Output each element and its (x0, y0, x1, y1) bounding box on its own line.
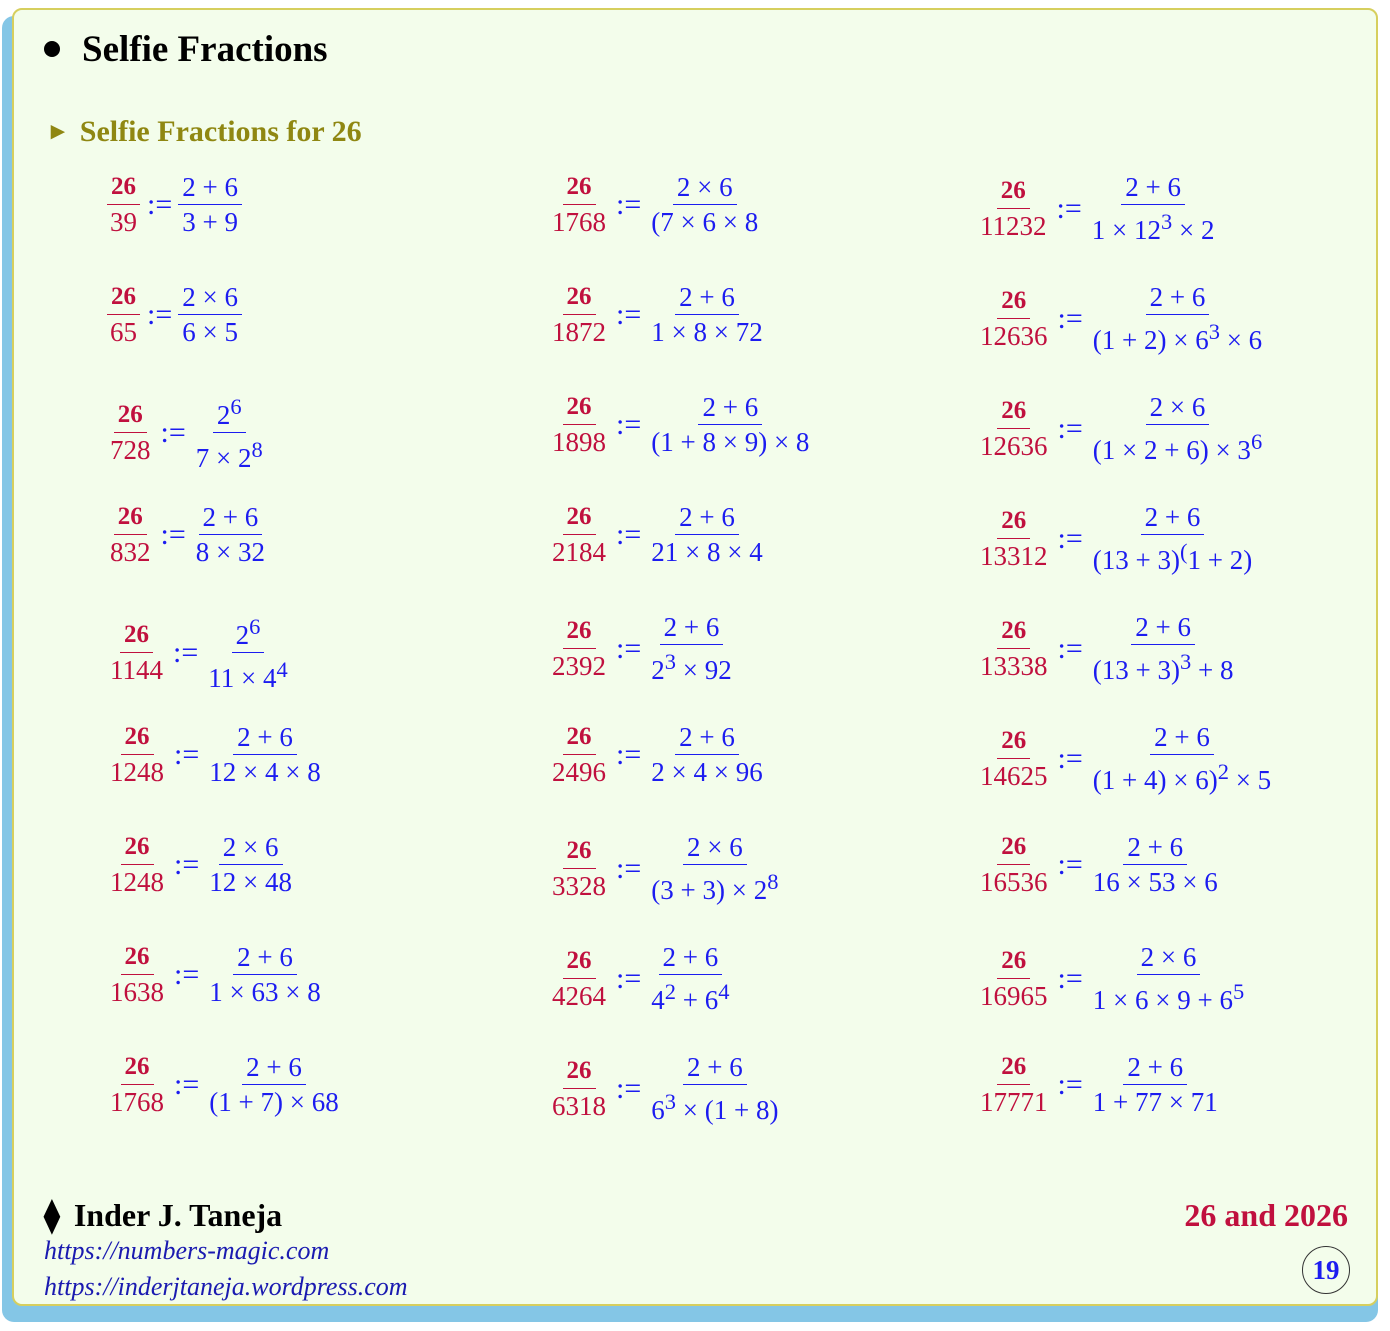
expression-denominator: $(1 + 2) \times 6^3 \times 6$ (1092, 319, 1263, 355)
expression-denominator: 6 × 5 (182, 317, 238, 347)
selfie-fraction (548, 720, 610, 789)
assign-symbol: := (616, 851, 642, 885)
selfie-denominator: 17771 (980, 1087, 1048, 1117)
assign-symbol: := (1057, 521, 1083, 555)
selfie-denominator: 39 (110, 207, 137, 237)
assign-symbol: := (1057, 301, 1083, 335)
fraction-equation (548, 1050, 782, 1127)
expression-numerator: 2 + 6 (1121, 170, 1185, 205)
author (44, 1196, 282, 1234)
selfie-denominator: 6318 (552, 1091, 606, 1121)
expression-denominator: (1 + 7) × 68 (209, 1087, 339, 1117)
expression-denominator: $(13 + 3)^3 + 8$ (1092, 649, 1234, 685)
fraction-equation (976, 720, 1275, 797)
selfie-denominator: 12636 (980, 431, 1048, 461)
expression-fraction (1089, 940, 1248, 1017)
expression-fraction (204, 610, 291, 695)
selfie-numerator: 26 (120, 618, 153, 653)
fraction-equation (548, 390, 813, 459)
selfie-numerator: 26 (997, 830, 1030, 865)
assign-symbol: := (147, 187, 173, 221)
expression-fraction (205, 940, 324, 1009)
selfie-fraction (976, 284, 1052, 353)
selfie-denominator: 14625 (980, 761, 1048, 791)
page-card (12, 8, 1378, 1306)
assign-symbol: := (174, 737, 200, 771)
selfie-denominator: 3328 (552, 871, 606, 901)
triangle-marker-icon: ► (46, 119, 70, 145)
expression-fraction (647, 500, 766, 569)
fraction-equation (106, 610, 292, 695)
selfie-fraction (106, 1050, 168, 1119)
fraction-equation (976, 830, 1222, 899)
expression-fraction (1089, 720, 1275, 797)
selfie-numerator: 26 (114, 398, 147, 433)
expression-fraction (1089, 390, 1266, 467)
selfie-denominator: 13312 (980, 541, 1048, 571)
expression-denominator: (1 + 8 × 9) × 8 (651, 427, 810, 457)
selfie-fraction (548, 834, 610, 903)
expression-denominator: 16 × 53 × 6 (1092, 867, 1218, 897)
selfie-numerator: 26 (563, 944, 596, 979)
assign-symbol: := (616, 517, 642, 551)
expression-numerator: 2 + 6 (683, 1050, 747, 1085)
selfie-numerator: 26 (997, 174, 1030, 209)
expression-numerator: 2 + 6 (659, 940, 723, 975)
expression-denominator: $2^3 \times 92$ (651, 649, 732, 685)
expression-denominator: $11 \times 4^4$ (208, 657, 288, 693)
expression-numerator: $2^6$ (213, 390, 246, 433)
assign-symbol: := (173, 635, 199, 669)
selfie-fraction (106, 500, 155, 569)
selfie-denominator: 1248 (110, 757, 164, 787)
diamond-icon: ⧫ (44, 1197, 60, 1233)
selfie-fraction (976, 174, 1051, 243)
fraction-equation (548, 830, 782, 907)
fraction-equation (106, 1050, 343, 1119)
assign-symbol: := (1057, 1067, 1083, 1101)
expression-denominator: 1 × 63 × 8 (209, 977, 321, 1007)
selfie-fraction (548, 170, 610, 239)
selfie-fraction (106, 720, 168, 789)
expression-fraction (647, 940, 733, 1017)
assign-symbol: := (1057, 411, 1083, 445)
assign-symbol: := (1057, 741, 1083, 775)
expression-denominator: $(1 \times 2 + 6) \times 3^6$ (1092, 429, 1263, 465)
expression-fraction (1088, 170, 1219, 247)
selfie-numerator: 26 (107, 280, 140, 315)
selfie-denominator: 16965 (980, 981, 1048, 1011)
expression-numerator: 2 × 6 (673, 170, 737, 205)
assign-symbol: := (174, 847, 200, 881)
assign-symbol: := (174, 957, 200, 991)
selfie-fraction (976, 830, 1052, 899)
expression-fraction (647, 720, 766, 789)
selfie-denominator: 1872 (552, 317, 606, 347)
assign-symbol: := (1057, 961, 1083, 995)
fraction-equation (106, 500, 269, 569)
expression-numerator: 2 × 6 (1137, 940, 1201, 975)
expression-denominator: $(3 + 3) \times 2^8$ (651, 869, 779, 905)
selfie-numerator: 26 (563, 614, 596, 649)
expression-numerator: 2 + 6 (178, 170, 242, 205)
expression-denominator: 3 + 9 (182, 207, 238, 237)
expression-denominator: 1 × 8 × 72 (651, 317, 763, 347)
fraction-equation (106, 720, 325, 789)
expression-denominator: $4^2 + 6^4$ (651, 979, 730, 1015)
selfie-denominator: 16536 (980, 867, 1048, 897)
expression-fraction (647, 830, 782, 907)
expression-numerator: 2 + 6 (1150, 720, 1214, 755)
selfie-numerator: 26 (997, 284, 1030, 319)
selfie-denominator: 1768 (552, 207, 606, 237)
fraction-equation (106, 940, 325, 1009)
selfie-denominator: 2496 (552, 757, 606, 787)
assign-symbol: := (616, 631, 642, 665)
expression-numerator: 2 + 6 (242, 1050, 306, 1085)
expression-fraction (205, 1050, 342, 1119)
fraction-equation (106, 170, 242, 239)
selfie-numerator: 26 (121, 1050, 154, 1085)
selfie-fraction (548, 614, 610, 683)
expression-numerator: 2 + 6 (698, 390, 762, 425)
fraction-equation (976, 280, 1266, 357)
selfie-denominator: 1638 (110, 977, 164, 1007)
fraction-equation (976, 940, 1248, 1017)
expression-denominator: 12 × 48 (209, 867, 292, 897)
expression-fraction (192, 390, 267, 475)
page-number-badge: 19 (1302, 1246, 1350, 1294)
fraction-equation (976, 170, 1218, 247)
selfie-fraction (106, 280, 141, 349)
expression-numerator: 2 + 6 (1131, 610, 1195, 645)
expression-denominator: 21 × 8 × 4 (651, 537, 763, 567)
selfie-fraction (976, 1050, 1052, 1119)
selfie-numerator: 26 (121, 830, 154, 865)
expression-numerator: 2 + 6 (675, 720, 739, 755)
selfie-numerator: 26 (121, 720, 154, 755)
expression-numerator: 2 + 6 (660, 610, 724, 645)
expression-denominator: (7 × 6 × 8 (651, 207, 759, 237)
selfie-numerator: 26 (107, 170, 140, 205)
selfie-numerator: 26 (563, 280, 596, 315)
expression-denominator: $1 \times 12^3 \times 2$ (1091, 209, 1215, 245)
selfie-numerator: 26 (997, 614, 1030, 649)
assign-symbol: := (147, 297, 173, 331)
assign-symbol: := (616, 1071, 642, 1105)
expression-numerator: 2 × 6 (683, 830, 747, 865)
selfie-fraction (976, 944, 1052, 1013)
selfie-denominator: 11232 (980, 211, 1047, 241)
selfie-numerator: 26 (997, 394, 1030, 429)
assign-symbol: := (616, 961, 642, 995)
selfie-fraction (106, 830, 168, 899)
selfie-denominator: 13338 (980, 651, 1048, 681)
author-name: Inder J. Taneja (73, 1197, 283, 1233)
selfie-fraction (548, 944, 610, 1013)
selfie-numerator: 26 (563, 390, 596, 425)
bullet-icon (44, 41, 60, 57)
selfie-denominator: 12636 (980, 321, 1048, 351)
page-title (44, 28, 328, 71)
selfie-fraction (976, 724, 1052, 793)
expression-fraction (205, 720, 324, 789)
expression-fraction (1089, 500, 1256, 577)
expression-fraction (647, 170, 762, 239)
expression-denominator: (13 + 3)(1 + 2) (1092, 539, 1253, 575)
selfie-fraction (106, 170, 141, 239)
expression-fraction (647, 1050, 782, 1127)
expression-fraction (205, 830, 296, 899)
expression-numerator: 2 + 6 (1146, 280, 1210, 315)
selfie-denominator: 832 (110, 537, 151, 567)
expression-fraction (1089, 830, 1222, 899)
fraction-equation (106, 280, 242, 349)
expression-fraction (647, 390, 813, 459)
assign-symbol: := (160, 415, 186, 449)
expression-numerator: 2 + 6 (1123, 830, 1187, 865)
selfie-fraction (548, 280, 610, 349)
expression-fraction (178, 280, 242, 349)
fraction-equation (548, 170, 762, 239)
expression-denominator: $6^3 \times (1 + 8)$ (651, 1089, 779, 1125)
expression-numerator: $2^6$ (232, 610, 265, 653)
fraction-equation (976, 390, 1266, 467)
expression-fraction (1089, 280, 1266, 357)
section-subtitle-text: Selfie Fractions for 26 (79, 115, 362, 148)
selfie-fraction (106, 618, 167, 687)
footer-title: 26 and 2026 (1184, 1197, 1348, 1233)
selfie-numerator: 26 (563, 720, 596, 755)
selfie-denominator: 65 (110, 317, 137, 347)
selfie-denominator: 4264 (552, 981, 606, 1011)
selfie-numerator: 26 (563, 834, 596, 869)
expression-numerator: 2 + 6 (233, 720, 297, 755)
selfie-numerator: 26 (563, 170, 596, 205)
selfie-fraction (548, 390, 610, 459)
expression-numerator: 2 × 6 (178, 280, 242, 315)
selfie-denominator: 1248 (110, 867, 164, 897)
selfie-fraction (976, 504, 1052, 573)
selfie-denominator: 2184 (552, 537, 606, 567)
selfie-fraction (106, 940, 168, 1009)
assign-symbol: := (1057, 631, 1083, 665)
expression-fraction (1089, 1050, 1222, 1119)
expression-numerator: 2 + 6 (233, 940, 297, 975)
expression-numerator: 2 + 6 (1141, 500, 1205, 535)
selfie-numerator: 26 (114, 500, 147, 535)
expression-denominator: 2 × 4 × 96 (651, 757, 763, 787)
selfie-numerator: 26 (563, 500, 596, 535)
assign-symbol: := (616, 187, 642, 221)
fraction-equation (106, 830, 296, 899)
assign-symbol: := (1056, 191, 1082, 225)
expression-fraction (647, 280, 766, 349)
selfie-denominator: 1768 (110, 1087, 164, 1117)
assign-symbol: := (616, 737, 642, 771)
assign-symbol: := (616, 297, 642, 331)
expression-denominator: (1 + 4) × 6)$^2$ × 5 (1092, 759, 1272, 795)
selfie-fraction (548, 1054, 610, 1123)
fraction-equation (548, 720, 767, 789)
expression-denominator: 12 × 4 × 8 (209, 757, 321, 787)
selfie-fraction (548, 500, 610, 569)
selfie-numerator: 26 (997, 724, 1030, 759)
selfie-numerator: 26 (997, 944, 1030, 979)
expression-numerator: 2 × 6 (1146, 390, 1210, 425)
expression-numerator: 2 + 6 (675, 280, 739, 315)
fraction-equation (548, 610, 736, 687)
fraction-equation (548, 940, 734, 1017)
selfie-denominator: 728 (110, 435, 151, 465)
expression-fraction (647, 610, 735, 687)
expression-fraction (192, 500, 269, 569)
page-title-text: Selfie Fractions (82, 29, 328, 70)
assign-symbol: := (160, 517, 186, 551)
expression-denominator: 1 + 77 × 71 (1092, 1087, 1218, 1117)
selfie-fraction (106, 398, 155, 467)
selfie-numerator: 26 (121, 940, 154, 975)
fraction-equation (548, 280, 767, 349)
fraction-equation (976, 610, 1237, 687)
fraction-equation (976, 1050, 1222, 1119)
section-subtitle (46, 115, 362, 149)
selfie-numerator: 26 (997, 1050, 1030, 1085)
fraction-equation (976, 500, 1256, 577)
selfie-fraction (976, 614, 1052, 683)
selfie-denominator: 1144 (110, 655, 163, 685)
assign-symbol: := (174, 1067, 200, 1101)
selfie-numerator: 26 (563, 1054, 596, 1089)
expression-denominator: 8 × 32 (195, 537, 265, 567)
fraction-equation (106, 390, 267, 475)
website-link[interactable]: https://numbers-magic.com (44, 1236, 330, 1265)
expression-fraction (1089, 610, 1238, 687)
blog-link[interactable]: https://inderjtaneja.wordpress.com (44, 1272, 408, 1301)
expression-fraction (178, 170, 242, 239)
expression-numerator: 2 + 6 (1123, 1050, 1187, 1085)
selfie-denominator: 1898 (552, 427, 606, 457)
assign-symbol: := (1057, 847, 1083, 881)
selfie-numerator: 26 (997, 504, 1030, 539)
expression-numerator: 2 + 6 (199, 500, 263, 535)
assign-symbol: := (616, 407, 642, 441)
expression-numerator: 2 × 6 (219, 830, 283, 865)
selfie-fraction (976, 394, 1052, 463)
selfie-denominator: 2392 (552, 651, 606, 681)
fraction-equation (548, 500, 767, 569)
expression-numerator: 2 + 6 (675, 500, 739, 535)
expression-denominator: $1 \times 6 \times 9 + 6^5$ (1092, 979, 1245, 1015)
expression-denominator: $7 \times 2^8$ (195, 437, 263, 473)
